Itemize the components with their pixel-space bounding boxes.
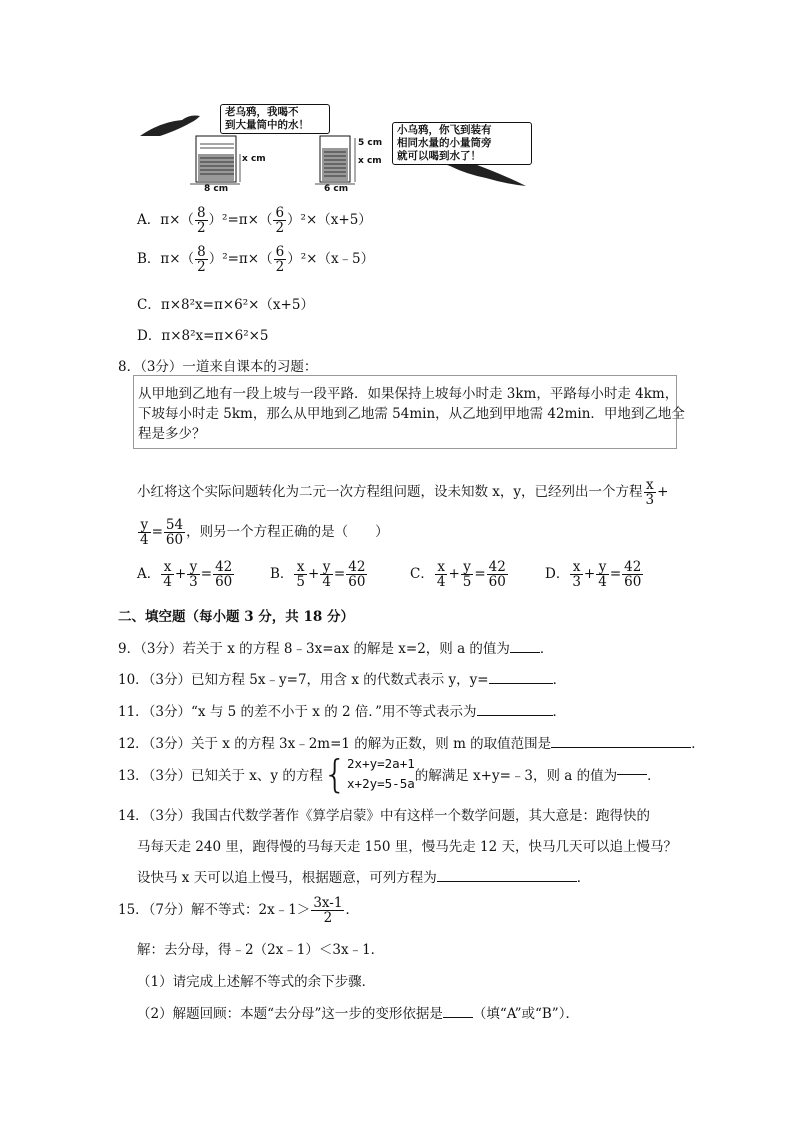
q8-box-line: 下坡每小时走 5km，那么从甲地到乙地需 54min，从乙地到甲地需 42min．甲地到乙地全 (138, 406, 685, 422)
q15-solution: 解：去分母，得﹣2（2x﹣1）＜3x﹣1． (137, 942, 385, 958)
q12: 12．（3分）关于 x 的方程 3x﹣2m=1 的解为正数，则 m 的取值范围是 ． (118, 736, 705, 752)
q15-stem: 15．（7分）解不等式：2x﹣1＞ $\frac{3x-1}{2}$ ． (118, 895, 359, 927)
answer-blank[interactable] (477, 714, 553, 716)
answer-blank[interactable] (510, 651, 540, 653)
label-5-cm: 5 cm (358, 138, 383, 148)
q7-option-d: D．π×8²x=π×6²×5 (137, 328, 269, 344)
speech-bubble-old-crow (220, 104, 330, 134)
bubble-text: 相同水量的小量筒旁 (397, 137, 492, 150)
q8-option-d: D． $\frac{x}{3}$ + $\frac{y}{4}$ = $\frac{42}{60}$ (545, 559, 642, 591)
speech-bubble-young-crow (392, 122, 532, 165)
q8-text-line: 小红将这个实际问题转化为二元一次方程组问题，设未知数 x，y，已经列出一个方程 $\frac{x}{3}$ + (137, 477, 669, 509)
label-x-cm-right: x cm (358, 156, 382, 166)
q8-option-c: C． $\frac{x}{4}$ + $\frac{y}{5}$ = $\frac{42}{60}$ (410, 559, 506, 591)
bubble-text: 到大量筒中的水！ (225, 119, 309, 132)
answer-blank[interactable] (489, 682, 553, 684)
q7-option-c: C．π×8²x=π×6²×（x+5） (137, 297, 314, 313)
answer-blank[interactable] (551, 746, 691, 748)
q13: 13．（3分）已知关于 x、y 的方程{ 2x+y=2a+1 x+2y=5-5a 的解满足 x+y=﹣3，则 a 的值为 ． (118, 752, 661, 796)
q8-stem: 8．（3分）一道来自课本的习题： (118, 359, 318, 375)
answer-blank[interactable] (437, 880, 577, 882)
label-8-cm: 8 cm (204, 184, 229, 194)
q7-option-b: B．π×（ $\frac{8}{2}$ ）²=π×（ $\frac{6}{2}$ ）²×（x﹣5） (137, 244, 375, 276)
q8-box-line: 从甲地到乙地有一段上坡与一段平路．如果保持上坡每小时走 3km，平路每小时走 4km， (138, 386, 679, 402)
q8-option-a: A． $\frac{x}{4}$ + $\frac{y}{3}$ = $\frac{42}{60}$ (137, 559, 233, 591)
q11: 11．（3分）“x 与 5 的差不小于 x 的 2 倍．”用不等式表示为 ． (118, 704, 567, 720)
q14-line: 设快马 x 天可以追上慢马，根据题意，可列方程为 ． (137, 870, 591, 886)
answer-blank[interactable] (617, 773, 647, 775)
q14-line: 14．（3分）我国古代数学著作《算学启蒙》中有这样一个数学问题，其大意是：跑得快的 (118, 808, 651, 824)
q15-part2: （2）解题回顾：本题“去分母”这一步的变形依据是 （填“A”或“B”）． (137, 1006, 579, 1022)
answer-blank[interactable] (443, 1016, 473, 1018)
q9: 9．（3分）若关于 x 的方程 8﹣3x=ax 的解是 x=2，则 a 的值为 ． (118, 641, 554, 657)
q8-option-b: B． $\frac{x}{5}$ + $\frac{y}{4}$ = $\frac{42}{60}$ (270, 559, 366, 591)
q8-box-line: 程是多少？ (138, 426, 206, 442)
q7-option-a: A．π×（ $\frac{8}{2}$ ）²=π×（ $\frac{6}{2}$ ）²×（x+5） (137, 205, 372, 237)
problem-figure (130, 96, 540, 196)
label-x-cm-left: x cm (242, 154, 266, 164)
bubble-text: 老乌鸦，我喝不 (225, 106, 299, 118)
label-6-cm: 6 cm (324, 184, 349, 194)
old-crow-icon (140, 116, 200, 137)
q10: 10．（3分）已知方程 5x﹣y=7，用含 x 的代数式表示 y，y= ． (118, 672, 567, 688)
bubble-text: 就可以喝到水了！ (397, 150, 481, 163)
bubble-text: 小乌鸦，你飞到装有 (397, 124, 492, 136)
q15-part1: （1）请完成上述解不等式的余下步骤． (137, 974, 376, 990)
brace-icon: { (322, 752, 348, 796)
q8-text-line: $\frac{y}{4}$ = $\frac{54}{60}$ ，则另一个方程正确的是（ ） (140, 517, 389, 549)
section-heading: 二、填空题（每小题 3 分，共 18 分） (118, 609, 354, 625)
q14-line: 马每天走 240 里，跑得慢的马每天走 150 里，慢马先走 12 天，快马几天可以追上慢马？ (137, 839, 677, 855)
